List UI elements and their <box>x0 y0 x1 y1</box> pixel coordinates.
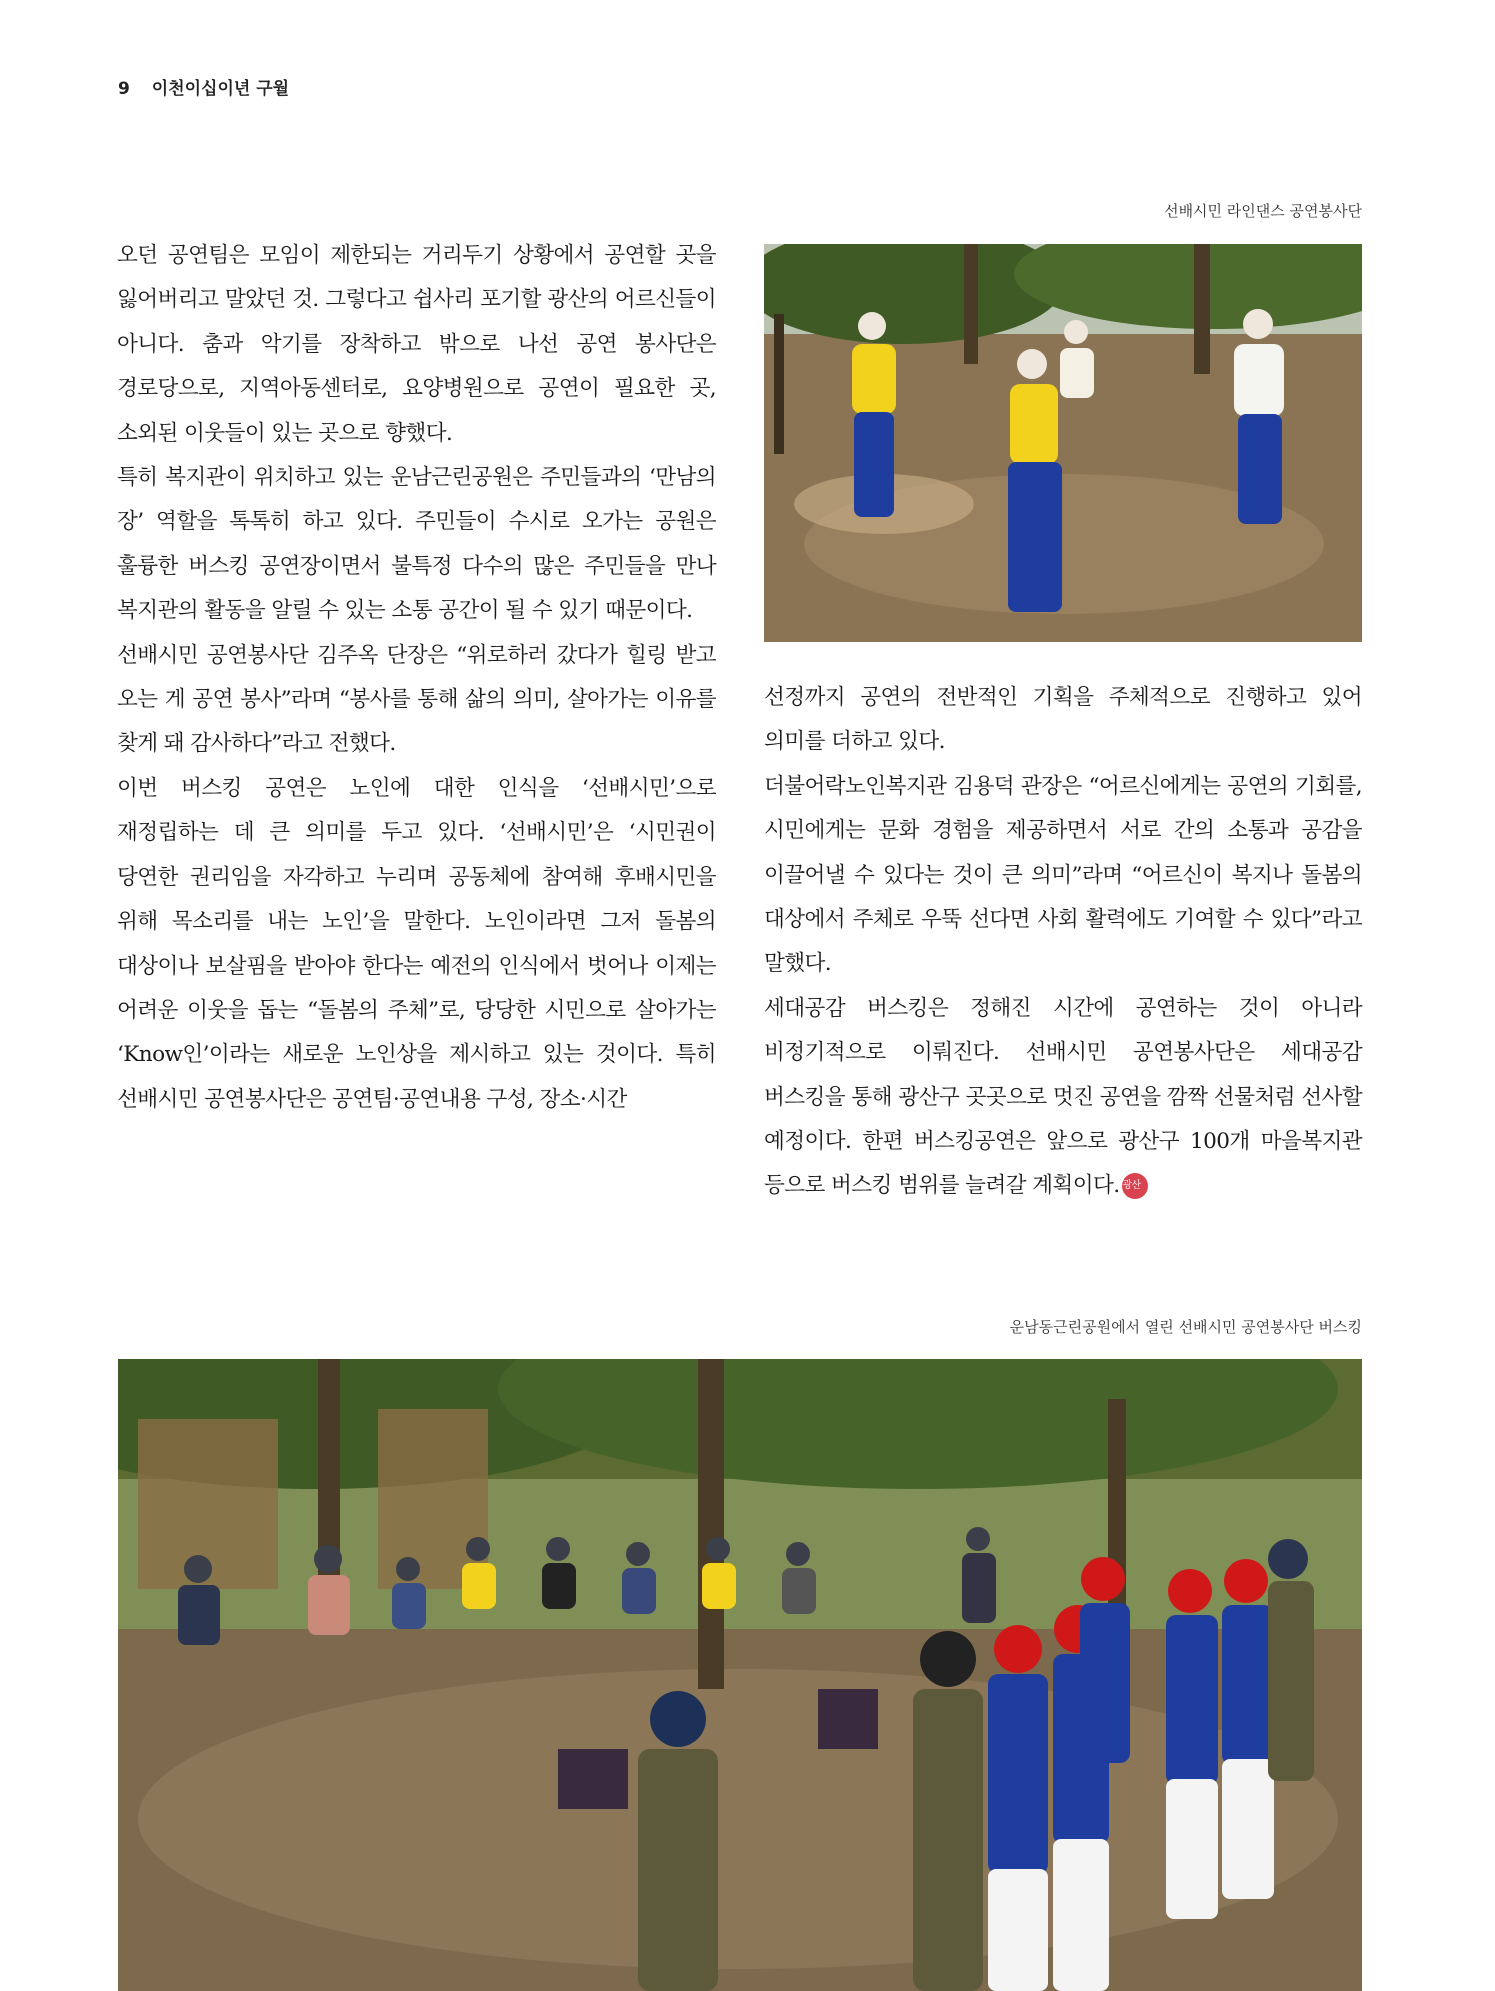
left-text-column <box>117 234 716 1122</box>
busking-photo <box>118 1359 1362 1991</box>
top-photo-caption: 선배시민 라인댄스 공연봉사단 <box>1164 202 1362 220</box>
paragraph: 이번 버스킹 공연은 노인에 대한 인식을 ‘선배시민’으로 재정립하는 데 큰 의미를 두고 있다. ‘선배시민’은 ‘시민권이 당연한 권리임을 자각하고 누리며 공동체에 참여해 후배시민을 위해 목소리를 내는 노인’을 말한다. 노인이라면 그저 돌봄의 대상이나 보살핌을 받아야 한다는 예전의 인식에서 벗어나 이제는 어려운 이웃을 돕는 “돌봄의 주체”로, 당당한 시민으로 살아가는 ‘Know인’이라는 새로운 노인상을 제시하고 있는 것이다. 특히 선배시민 공연봉사단은 공연팀·공연내용 구성, 장소·시간 <box>117 775 716 1112</box>
paragraph: 오던 공연팀은 모임이 제한되는 거리두기 상황에서 공연할 곳을 잃어버리고 말았던 것. 그렇다고 쉽사리 포기할 광산의 어르신들이 아니다. 춤과 악기를 장착하고 밖으로 나선 공연 봉사단은 경로당으로, 지역아동센터로, 요양병원으로 공연이 필요한 곳, 소외된 이웃들이 있는 곳으로 향했다. <box>117 243 716 446</box>
busking-illustration <box>118 1359 1362 1991</box>
paragraph: 선정까지 공연의 전반적인 기획을 주체적으로 진행하고 있어 의미를 더하고 있다. <box>764 685 1362 755</box>
paragraph: 더불어락노인복지관 김용덕 관장은 “어르신에게는 공연의 기회를, 시민에게는 문화 경험을 제공하면서 서로 간의 소통과 공감을 이끌어낼 수 있다는 것이 큰 의미”라며 “어르신이 복지나 돌봄의 대상에서 주체로 우뚝 선다면 사회 활력에도 기여할 수 있다”라고 말했다. <box>764 773 1362 977</box>
line-dance-photo <box>764 244 1362 642</box>
paragraph: 선배시민 공연봉사단 김주옥 단장은 “위로하러 갔다가 힐링 받고 오는 게 공연 봉사”라며 “봉사를 통해 삶의 의미, 살아가는 이유를 찾게 돼 감사하다”라고 전했다. <box>117 642 716 757</box>
paragraph: 특히 복지관이 위치하고 있는 운남근린공원은 주민들과의 ‘만남의 장’ 역할을 톡톡히 하고 있다. 주민들이 수시로 오가는 공원은 훌륭한 버스킹 공연장이면서 불특정 다수의 많은 주민들을 만나 복지관의 활동을 알릴 수 있는 소통 공간이 될 수 있기 때문이다. <box>117 465 716 624</box>
page-header <box>118 74 289 99</box>
bottom-photo-caption: 운남동근린공원에서 열린 선배시민 공연봉사단 버스킹 <box>1009 1318 1362 1336</box>
line-dance-illustration <box>764 244 1362 642</box>
paragraph <box>764 987 1362 1209</box>
right-text-column <box>764 676 1362 1209</box>
issue-date: 이천이십이년 구월 <box>151 79 290 99</box>
end-mark-logo: 광산 <box>1122 1173 1148 1199</box>
page-number: 9 <box>118 79 130 99</box>
paragraph-text: 세대공감 버스킹은 정해진 시간에 공연하는 것이 아니라 비정기적으로 이뤄진다. 선배시민 공연봉사단은 세대공감 버스킹을 통해 광산구 곳곳으로 멋진 공연을 깜짝 선물처럼 선사할 예정이다. 한편 버스킹공연은 앞으로 광산구 100개 마을복지관 등으로 버스킹 범위를 늘려갈 계획이다. <box>764 995 1362 1199</box>
